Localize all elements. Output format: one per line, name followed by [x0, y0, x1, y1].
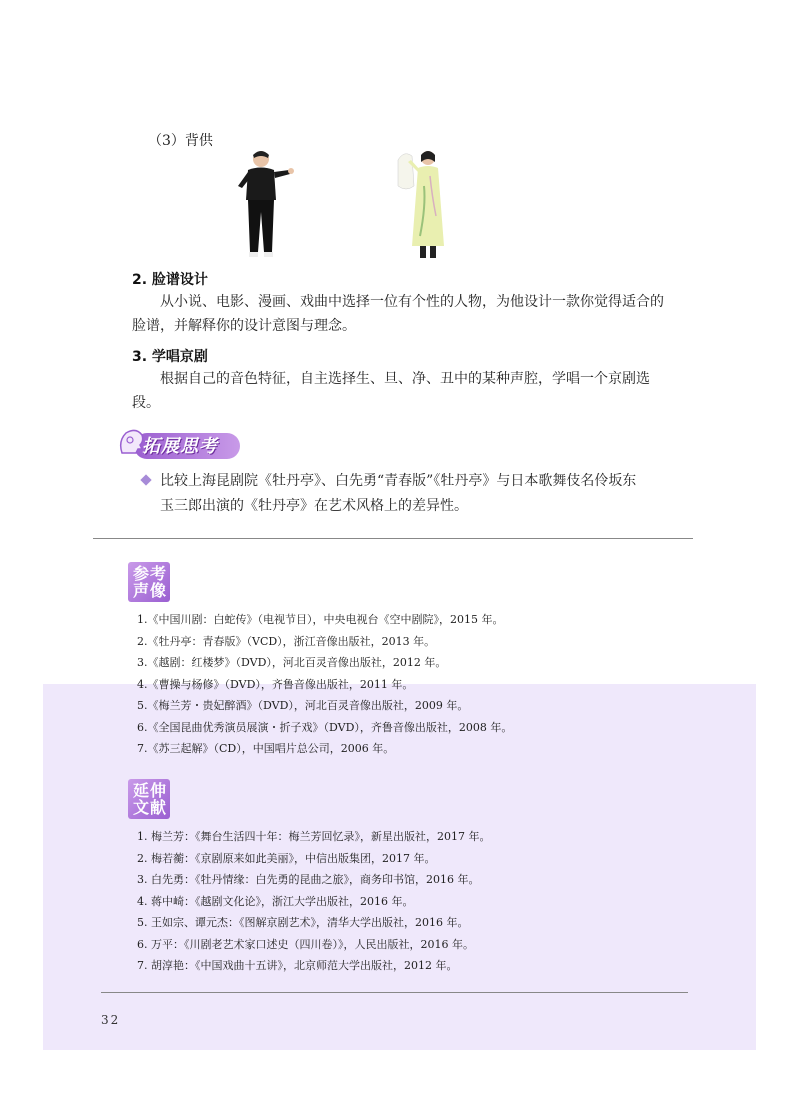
list-item: 1. 梅兰芳：《舞台生活四十年：梅兰芳回忆录》，新星出版社，2017 年。: [137, 830, 491, 843]
extend-question: [160, 469, 680, 519]
further-reading-tag: [128, 779, 170, 819]
tag-line1: 延伸: [132, 781, 167, 800]
extend-thinking-badge: [116, 427, 244, 463]
heading-learn-opera: 3. 学唱京剧: [132, 349, 208, 365]
further-reading-list: [137, 826, 490, 977]
list-item: 6.《全国昆曲优秀演员展演・折子戏》（DVD），齐鲁音像出版社，2008 年。: [137, 720, 513, 734]
reference-list: [137, 609, 512, 760]
tag-line1: 参考: [132, 564, 167, 583]
heading-face-design: 2. 脸谱设计: [132, 272, 208, 288]
extend-question-line2: 玉三郎出演的《牡丹亭》在艺术风格上的差异性。: [160, 498, 468, 514]
page-number: 32: [101, 1013, 121, 1027]
paragraph-learn-opera: 根据自己的音色特征，自主选择生、旦、净、丑中的某种声腔，学唱一个京剧选段。: [132, 371, 650, 411]
list-item: 7. 胡淳艳：《中国戏曲十五讲》，北京师范大学出版社，2012 年。: [137, 959, 458, 972]
list-item: 5.《梅兰芳・贵妃醉酒》（DVD），河北百灵音像出版社，2009 年。: [137, 699, 469, 712]
badge-label: 拓展思考: [142, 436, 218, 457]
list-item: 1.《中国川剧：白蛇传》（电视节目），中央电视台《空中剧院》，2015 年。: [137, 613, 504, 626]
male-performer-photo: [234, 148, 298, 264]
list-item: 6. 万平：《川剧老艺术家口述史（四川卷）》，人民出版社，2016 年。: [137, 937, 474, 951]
list-item: 7.《苏三起解》（CD），中国唱片总公司，2006 年。: [137, 742, 395, 755]
list-item: 2.《牡丹亭：青春版》（VCD），浙江音像出版社，2013 年。: [137, 634, 436, 648]
divider-bottom: [101, 992, 688, 993]
tag-line2: 声像: [132, 581, 167, 600]
paragraph-face-design: 从小说、电影、漫画、戏曲中选择一位有个性的人物，为他设计一款你觉得适合的脸谱，并解释你的设计意图与理念。: [132, 294, 664, 334]
tag-line2: 文献: [132, 798, 167, 817]
list-item: 4.《曹操与杨修》（DVD），齐鲁音像出版社，2011 年。: [137, 677, 414, 691]
list-item: 4. 蒋中崎：《越剧文化论》，浙江大学出版社，2016 年。: [137, 894, 414, 908]
list-item: 3.《越剧：红楼梦》（DVD），河北百灵音像出版社，2012 年。: [137, 656, 447, 669]
extend-question-line1: 比较上海昆剧院《牡丹亭》、白先勇“青春版”《牡丹亭》与日本歌舞伎名伶坂东: [160, 473, 637, 489]
female-performer-photo: [396, 146, 454, 266]
list-item: 5. 王如宗、谭元杰：《图解京剧艺术》，清华大学出版社，2016 年。: [137, 916, 469, 929]
divider-top: [93, 538, 693, 539]
reference-audio-video-tag: [128, 562, 170, 602]
section-subtitle: （3）背供: [148, 133, 213, 149]
list-item: 3. 白先勇：《牡丹情缘：白先勇的昆曲之旅》，商务印书馆，2016 年。: [137, 873, 480, 886]
list-item: 2. 梅若蘅：《京剧原来如此美丽》，中信出版集团，2017 年。: [137, 851, 436, 865]
diamond-bullet-icon: [140, 474, 151, 485]
